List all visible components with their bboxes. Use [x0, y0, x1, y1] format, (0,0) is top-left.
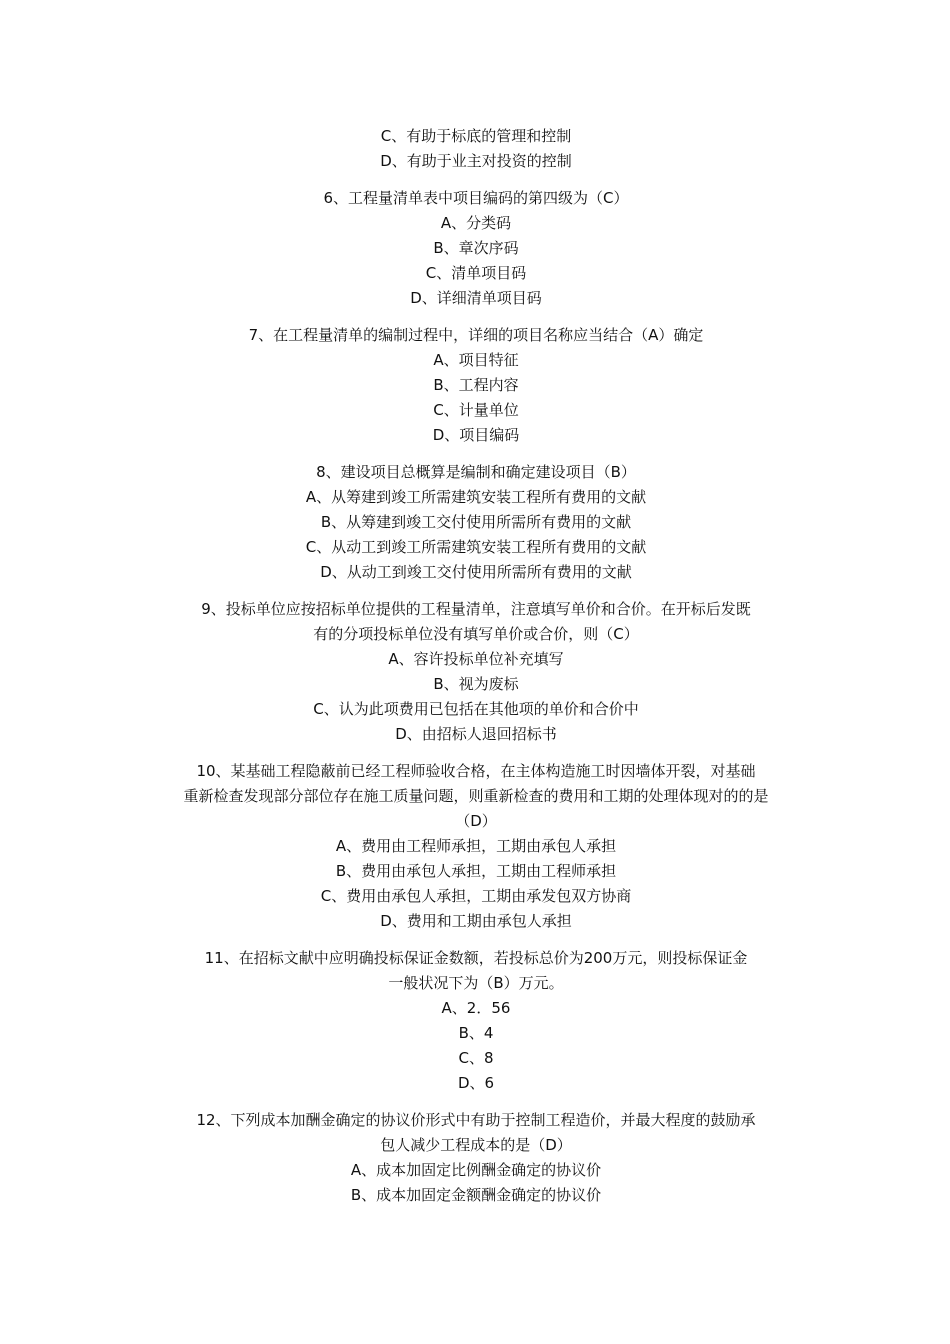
- question-5-tail: [148, 124, 804, 174]
- option-a: A、费用由工程师承担，工期由承包人承担: [335, 837, 617, 855]
- document-page: [148, 124, 804, 1208]
- question-11: [148, 946, 804, 1096]
- question-stem: 8、建设项目总概算是编制和确定建设项目（B）: [316, 463, 636, 481]
- option-c: C、认为此项费用已包括在其他项的单价和合价中: [313, 700, 639, 718]
- question-10: [148, 759, 804, 934]
- option-b: B、工程内容: [433, 376, 519, 394]
- option-c: C、计量单位: [433, 401, 519, 419]
- option-d: D、从动工到竣工交付使用所需所有费用的文献: [320, 563, 632, 581]
- option-d: D、有助于业主对投资的控制: [380, 152, 572, 170]
- question-6: [148, 186, 804, 311]
- question-stem: 6、工程量清单表中项目编码的第四级为（C）: [323, 189, 629, 207]
- option-c: C、费用由承包人承担，工期由承发包双方协商: [320, 887, 632, 905]
- question-12: [148, 1108, 804, 1208]
- option-a: A、成本加固定比例酬金确定的协议价: [350, 1161, 602, 1179]
- option-c: C、有助于标底的管理和控制: [380, 127, 572, 145]
- question-stem-line-2: 一般状况下为（B）万元。: [388, 974, 564, 992]
- question-stem-line-2: 重新检查发现部分部位存在施工质量问题，则重新检查的费用和工期的处理体现对的的是: [183, 787, 769, 805]
- option-b: B、成本加固定金额酬金确定的协议价: [350, 1186, 602, 1204]
- option-b: B、视为废标: [433, 675, 519, 693]
- option-b: B、费用由承包人承担，工期由工程师承担: [335, 862, 617, 880]
- option-a: A、项目特征: [433, 351, 519, 369]
- question-stem: 7、在工程量清单的编制过程中，详细的项目名称应当结合（A）确定: [248, 326, 704, 344]
- option-d: D、由招标人退回招标书: [395, 725, 557, 743]
- question-7: [148, 323, 804, 448]
- option-d: D、详细清单项目码: [410, 289, 542, 307]
- question-stem-line-1: 10、某基础工程隐蔽前已经工程师验收合格，在主体构造施工时因墙体开裂，对基础: [196, 762, 756, 780]
- option-a: A、分类码: [440, 214, 512, 232]
- option-c: C、从动工到竣工所需建筑安装工程所有费用的文献: [305, 538, 647, 556]
- question-stem-line-1: 12、下列成本加酬金确定的协议价形式中有助于控制工程造价，并最大程度的鼓励承: [196, 1111, 756, 1129]
- option-d: D、费用和工期由承包人承担: [380, 912, 572, 930]
- question-stem-line-2: 有的分项投标单位没有填写单价或合价，则（C）: [313, 625, 639, 643]
- option-d: D、6: [457, 1074, 495, 1092]
- question-8: [148, 460, 804, 585]
- question-stem-line-1: 11、在招标文献中应明确投标保证金数额，若投标总价为200万元，则投标保证金: [204, 949, 748, 967]
- option-a: A、从筹建到竣工所需建筑安装工程所有费用的文献: [305, 488, 647, 506]
- question-stem-line-3: （D）: [455, 812, 497, 830]
- option-b: B、从筹建到竣工交付使用所需所有费用的文献: [320, 513, 632, 531]
- option-c: C、8: [458, 1049, 494, 1067]
- option-b: B、章次序码: [433, 239, 519, 257]
- option-a: A、容许投标单位补充填写: [388, 650, 564, 668]
- option-a: A、2．56: [441, 999, 511, 1017]
- question-stem-line-2: 包人减少工程成本的是（D）: [380, 1136, 572, 1154]
- question-9: [148, 597, 804, 747]
- option-b: B、4: [458, 1024, 494, 1042]
- option-c: C、清单项目码: [425, 264, 527, 282]
- option-d: D、项目编码: [432, 426, 520, 444]
- question-stem-line-1: 9、投标单位应按招标单位提供的工程量清单，注意填写单价和合价。在开标后发既: [201, 600, 751, 618]
